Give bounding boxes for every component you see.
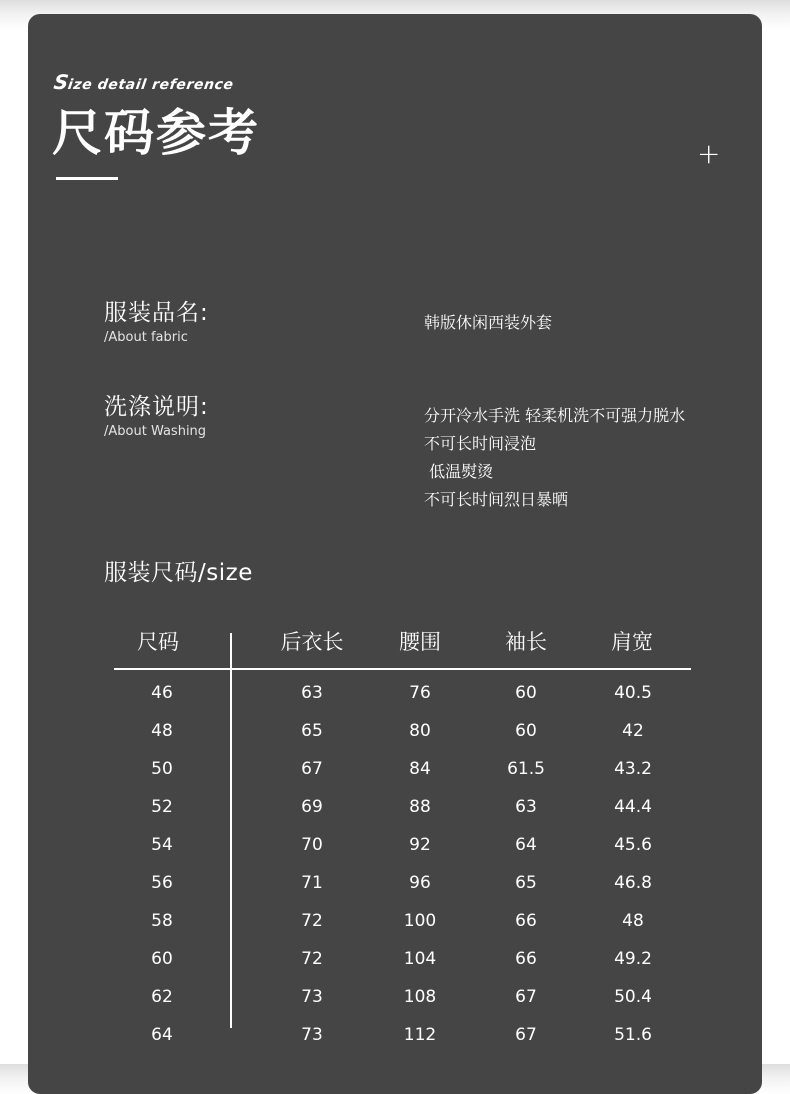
washing-label <box>104 394 209 439</box>
cell-waist: 92 <box>409 835 431 855</box>
cell-size: 64 <box>151 1025 173 1045</box>
cell-sleeve-length: 66 <box>515 911 537 931</box>
cell-waist: 88 <box>409 797 431 817</box>
cell-sleeve-length: 64 <box>515 835 537 855</box>
cell-back-length: 69 <box>301 797 323 817</box>
cell-back-length: 71 <box>301 873 323 893</box>
cell-waist: 100 <box>403 911 437 931</box>
eyebrow-text <box>52 70 235 94</box>
header-waist: 腰围 <box>399 630 441 654</box>
cell-size: 50 <box>151 759 173 779</box>
washing-line: 不可长时间浸泡 <box>424 434 537 453</box>
cell-back-length: 63 <box>301 683 323 703</box>
cell-waist: 96 <box>409 873 431 893</box>
cell-size: 56 <box>151 873 173 893</box>
table-row <box>28 674 762 712</box>
table-header-rule <box>114 668 691 670</box>
table-row <box>28 978 762 1016</box>
cell-waist: 84 <box>409 759 431 779</box>
cell-sleeve-length: 63 <box>515 797 537 817</box>
cell-shoulder-width: 40.5 <box>614 683 652 703</box>
cell-shoulder-width: 48 <box>622 911 644 931</box>
table-row <box>28 902 762 940</box>
size-reference-card <box>28 14 762 1094</box>
eyebrow-rest: ize detail reference <box>66 77 235 93</box>
washing-label-en: /About Washing <box>104 423 207 439</box>
washing-line: 分开冷水手洗 轻柔机洗不可强力脱水 <box>424 406 686 425</box>
table-row <box>28 826 762 864</box>
header-shoulder-width: 肩宽 <box>611 630 653 654</box>
cell-sleeve-length: 60 <box>515 683 537 703</box>
fabric-label <box>104 300 209 345</box>
cell-size: 48 <box>151 721 173 741</box>
cell-back-length: 65 <box>301 721 323 741</box>
header-sleeve-length: 袖长 <box>505 630 547 654</box>
cell-shoulder-width: 46.8 <box>614 873 652 893</box>
eyebrow-initial: S <box>52 70 71 94</box>
cell-shoulder-width: 50.4 <box>614 987 652 1007</box>
header-size: 尺码 <box>137 630 179 654</box>
table-row <box>28 1016 762 1054</box>
cell-waist: 104 <box>403 949 437 969</box>
cell-sleeve-length: 67 <box>515 987 537 1007</box>
washing-line: 不可长时间烈日暴晒 <box>424 490 569 509</box>
cell-shoulder-width: 49.2 <box>614 949 652 969</box>
cell-sleeve-length: 67 <box>515 1025 537 1045</box>
table-row <box>28 940 762 978</box>
cell-size: 60 <box>151 949 173 969</box>
plus-icon[interactable]: + <box>697 137 721 170</box>
cell-waist: 108 <box>403 987 437 1007</box>
size-table-body <box>28 674 762 1054</box>
cell-size: 54 <box>151 835 173 855</box>
washing-label-cn: 洗涤说明: <box>104 394 209 420</box>
cell-back-length: 73 <box>301 1025 323 1045</box>
size-section-title: 服装尺码/size <box>104 560 253 586</box>
table-row <box>28 712 762 750</box>
cell-back-length: 72 <box>301 949 323 969</box>
cell-shoulder-width: 42 <box>622 721 644 741</box>
cell-back-length: 73 <box>301 987 323 1007</box>
fabric-label-en: /About fabric <box>104 329 188 345</box>
cell-waist: 80 <box>409 721 431 741</box>
cell-shoulder-width: 51.6 <box>614 1025 652 1045</box>
cell-size: 46 <box>151 683 173 703</box>
title-underline <box>56 177 118 180</box>
table-row <box>28 750 762 788</box>
fabric-value: 韩版休闲西装外套 <box>424 313 553 332</box>
cell-back-length: 67 <box>301 759 323 779</box>
cell-back-length: 70 <box>301 835 323 855</box>
cell-sleeve-length: 65 <box>515 873 537 893</box>
washing-line: 低温熨烫 <box>424 462 494 481</box>
page-title: 尺码参考 <box>52 104 260 162</box>
cell-size: 58 <box>151 911 173 931</box>
cell-sleeve-length: 61.5 <box>507 759 545 779</box>
cell-sleeve-length: 66 <box>515 949 537 969</box>
cell-size: 62 <box>151 987 173 1007</box>
cell-back-length: 72 <box>301 911 323 931</box>
cell-sleeve-length: 60 <box>515 721 537 741</box>
table-row <box>28 864 762 902</box>
cell-shoulder-width: 44.4 <box>614 797 652 817</box>
cell-shoulder-width: 45.6 <box>614 835 652 855</box>
washing-instructions <box>424 402 685 514</box>
size-table-header <box>28 626 762 658</box>
cell-waist: 112 <box>403 1025 437 1045</box>
fabric-label-cn: 服装品名: <box>104 300 209 326</box>
header-back-length: 后衣长 <box>280 630 344 654</box>
cell-shoulder-width: 43.2 <box>614 759 652 779</box>
table-row <box>28 788 762 826</box>
cell-waist: 76 <box>409 683 431 703</box>
cell-size: 52 <box>151 797 173 817</box>
